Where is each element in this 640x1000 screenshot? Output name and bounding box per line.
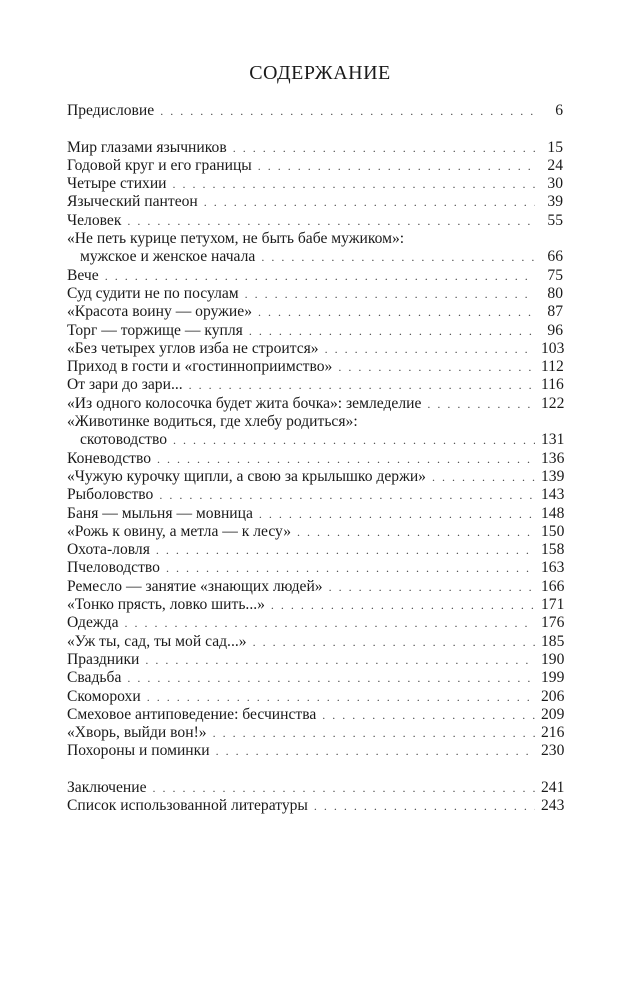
toc-entry-title: «Хворь, выйди вон!» xyxy=(67,724,207,742)
dot-leader xyxy=(261,248,535,266)
toc-entry-page: 185 xyxy=(541,632,565,650)
dot-leader xyxy=(213,724,535,742)
dot-leader xyxy=(157,450,535,468)
toc-entry[interactable] xyxy=(67,724,563,742)
toc-entry[interactable] xyxy=(67,322,563,340)
dot-leader xyxy=(258,157,535,175)
dot-leader xyxy=(271,596,535,614)
toc-entry-page: 163 xyxy=(541,559,565,577)
toc-entry-title: Четыре стихии xyxy=(67,175,167,193)
toc-entry[interactable] xyxy=(67,505,563,523)
toc-entry-page: 176 xyxy=(541,614,565,632)
toc-entry-title: Пчеловодство xyxy=(67,559,160,577)
toc-entry-title: «Рожь к овину, а метла — к лесу» xyxy=(67,522,292,540)
toc-entry-title: «Красота воину — оружие» xyxy=(67,303,253,321)
toc-entry-title: Скоморохи xyxy=(67,687,141,705)
toc-entry-page: 55 xyxy=(547,211,563,229)
toc-entry[interactable] xyxy=(67,706,563,724)
toc-entry-title: скотоводство xyxy=(80,431,168,449)
toc-entry-title-line: «Не петь курице петухом, не быть бабе мужиком»: xyxy=(67,230,405,248)
toc-entry-page: 139 xyxy=(541,467,565,485)
toc-entry-title: «Уж ты, сад, ты мой сад...» xyxy=(67,632,247,650)
toc-entry[interactable] xyxy=(67,779,563,797)
toc-entry[interactable] xyxy=(67,303,563,321)
toc-entry[interactable] xyxy=(67,431,563,449)
toc-entry[interactable] xyxy=(67,578,563,596)
dot-leader xyxy=(153,779,535,797)
toc-entry[interactable] xyxy=(67,157,563,175)
toc-entry[interactable] xyxy=(67,358,563,376)
toc-entry-page: 150 xyxy=(541,522,565,540)
toc-entry-page: 206 xyxy=(541,687,565,705)
dot-leader xyxy=(338,358,535,376)
toc-entry-title: Коневодство xyxy=(67,449,152,467)
dot-leader xyxy=(127,669,535,687)
table-of-contents xyxy=(67,102,563,816)
toc-entry-page: 166 xyxy=(541,577,565,595)
toc-entry-title: Охота-ловля xyxy=(67,541,150,559)
dot-leader xyxy=(160,102,535,120)
toc-entry-title: Баня — мыльня — мовница xyxy=(67,504,253,522)
toc-entry-page: 80 xyxy=(547,284,563,302)
dot-leader xyxy=(322,706,535,724)
toc-entry-title: «Тонко прясть, ловко шить...» xyxy=(67,596,265,614)
section-gap xyxy=(67,120,563,138)
toc-entry[interactable] xyxy=(67,285,563,303)
dot-leader xyxy=(233,139,535,157)
toc-entry[interactable] xyxy=(67,651,563,669)
toc-entry-title: Похороны и поминки xyxy=(67,742,210,760)
toc-entry[interactable] xyxy=(67,139,563,157)
toc-entry-page: 103 xyxy=(541,339,565,357)
toc-entry-title: Приход в гости и «гостинноприимство» xyxy=(67,358,333,376)
toc-entry-title: Заключение xyxy=(67,778,147,796)
toc-entry[interactable] xyxy=(67,175,563,193)
toc-entry-page: 243 xyxy=(541,797,565,815)
toc-entry-page: 87 xyxy=(547,303,563,321)
toc-entry-title: Смеховое антиповедение: бесчинства xyxy=(67,705,317,723)
toc-entry-page: 75 xyxy=(547,266,563,284)
toc-entry-page: 209 xyxy=(541,705,565,723)
dot-leader xyxy=(173,175,535,193)
toc-entry[interactable] xyxy=(67,395,563,413)
toc-entry[interactable] xyxy=(67,468,563,486)
page-title: СОДЕРЖАНИЕ xyxy=(249,62,391,84)
toc-entry-page: 199 xyxy=(541,669,565,687)
dot-leader xyxy=(245,285,535,303)
toc-entry-title: мужское и женское начала xyxy=(80,248,256,266)
toc-entry-page: 190 xyxy=(541,650,565,668)
toc-entry-title: Человек xyxy=(67,211,122,229)
dot-leader xyxy=(166,559,535,577)
toc-entry-page: 148 xyxy=(541,504,565,522)
toc-entry-page: 39 xyxy=(547,193,563,211)
toc-entry-page: 122 xyxy=(541,394,565,412)
dot-leader xyxy=(125,614,535,632)
dot-leader xyxy=(189,376,535,394)
toc-entry[interactable] xyxy=(67,596,563,614)
toc-entry-page: 216 xyxy=(541,724,565,742)
toc-entry-title: Годовой круг и его границы xyxy=(67,156,252,174)
toc-entry[interactable] xyxy=(67,669,563,687)
dot-leader xyxy=(297,523,535,541)
toc-entry[interactable] xyxy=(67,742,563,760)
toc-entry-page: 171 xyxy=(541,596,565,614)
toc-entry-title: Языческий пантеон xyxy=(67,193,198,211)
toc-entry-page: 66 xyxy=(547,248,563,266)
toc-entry-title: «Из одного колосочка будет жита бочка»: земледелие xyxy=(67,394,422,412)
toc-entry-title: От зари до зари... xyxy=(67,376,183,394)
toc-entry[interactable] xyxy=(67,797,563,815)
toc-entry-page: 116 xyxy=(541,376,564,394)
toc-entry-title: «Чужую курочку щипли, а свою за крылышко держи» xyxy=(67,467,426,485)
dot-leader xyxy=(325,340,535,358)
toc-entry[interactable] xyxy=(67,340,563,358)
toc-entry-title: Вече xyxy=(67,266,99,284)
toc-entry[interactable] xyxy=(67,559,563,577)
toc-entry[interactable] xyxy=(67,486,563,504)
toc-entry[interactable] xyxy=(67,267,563,285)
toc-entry-page: 158 xyxy=(541,541,565,559)
toc-entry-title: Рыболовство xyxy=(67,486,154,504)
dot-leader xyxy=(147,688,535,706)
toc-entry-title: Праздники xyxy=(67,650,140,668)
dot-leader xyxy=(159,486,535,504)
toc-entry-title: Мир глазами язычников xyxy=(67,138,227,156)
toc-entry[interactable] xyxy=(67,633,563,651)
toc-entry[interactable] xyxy=(67,248,563,266)
toc-entry-title: Свадьба xyxy=(67,669,122,687)
toc-entry-page: 96 xyxy=(547,321,563,339)
toc-entry-title: «Без четырех углов изба не строится» xyxy=(67,339,319,357)
toc-entry-page: 15 xyxy=(547,138,563,156)
toc-entry[interactable] xyxy=(67,102,563,120)
toc-entry[interactable] xyxy=(67,376,563,394)
toc-entry-page: 136 xyxy=(541,449,565,467)
toc-entry[interactable] xyxy=(67,614,563,632)
dot-leader xyxy=(258,303,535,321)
dot-leader xyxy=(173,431,535,449)
toc-entry[interactable] xyxy=(67,450,563,468)
toc-entry[interactable] xyxy=(67,688,563,706)
toc-entry[interactable] xyxy=(67,523,563,541)
toc-entry-page: 112 xyxy=(541,358,564,376)
toc-entry[interactable] xyxy=(67,193,563,211)
dot-leader xyxy=(253,633,535,651)
toc-entry-page: 143 xyxy=(541,486,565,504)
toc-entry-page: 6 xyxy=(555,102,563,119)
dot-leader xyxy=(216,742,535,760)
dot-leader xyxy=(427,395,535,413)
toc-entry-title: Торг — торжище — купля xyxy=(67,321,243,339)
toc-entry-page: 241 xyxy=(541,778,565,796)
dot-leader xyxy=(145,651,535,669)
dot-leader xyxy=(105,267,535,285)
toc-entry-page: 230 xyxy=(541,742,565,760)
dot-leader xyxy=(329,578,535,596)
toc-entry[interactable] xyxy=(67,212,563,230)
dot-leader xyxy=(156,541,535,559)
dot-leader xyxy=(204,193,535,211)
toc-entry-page: 24 xyxy=(547,156,563,174)
dot-leader xyxy=(127,212,535,230)
dot-leader xyxy=(314,797,535,815)
dot-leader xyxy=(249,322,535,340)
toc-entry-title: Ремесло — занятие «знающих людей» xyxy=(67,577,323,595)
toc-entry-title: Суд судити не по посулам xyxy=(67,284,239,302)
dot-leader xyxy=(432,468,535,486)
toc-entry-title: Одежда xyxy=(67,614,119,632)
dot-leader xyxy=(259,505,535,523)
toc-entry-title-line: «Животинке водиться, где хлебу родиться»: xyxy=(67,413,358,431)
toc-entry-page: 30 xyxy=(547,175,563,193)
section-gap xyxy=(67,761,563,779)
toc-entry-title: Список использованной литературы xyxy=(67,797,308,815)
toc-entry-page: 131 xyxy=(541,431,565,449)
toc-entry-title: Предисловие xyxy=(67,102,155,119)
toc-entry[interactable] xyxy=(67,541,563,559)
